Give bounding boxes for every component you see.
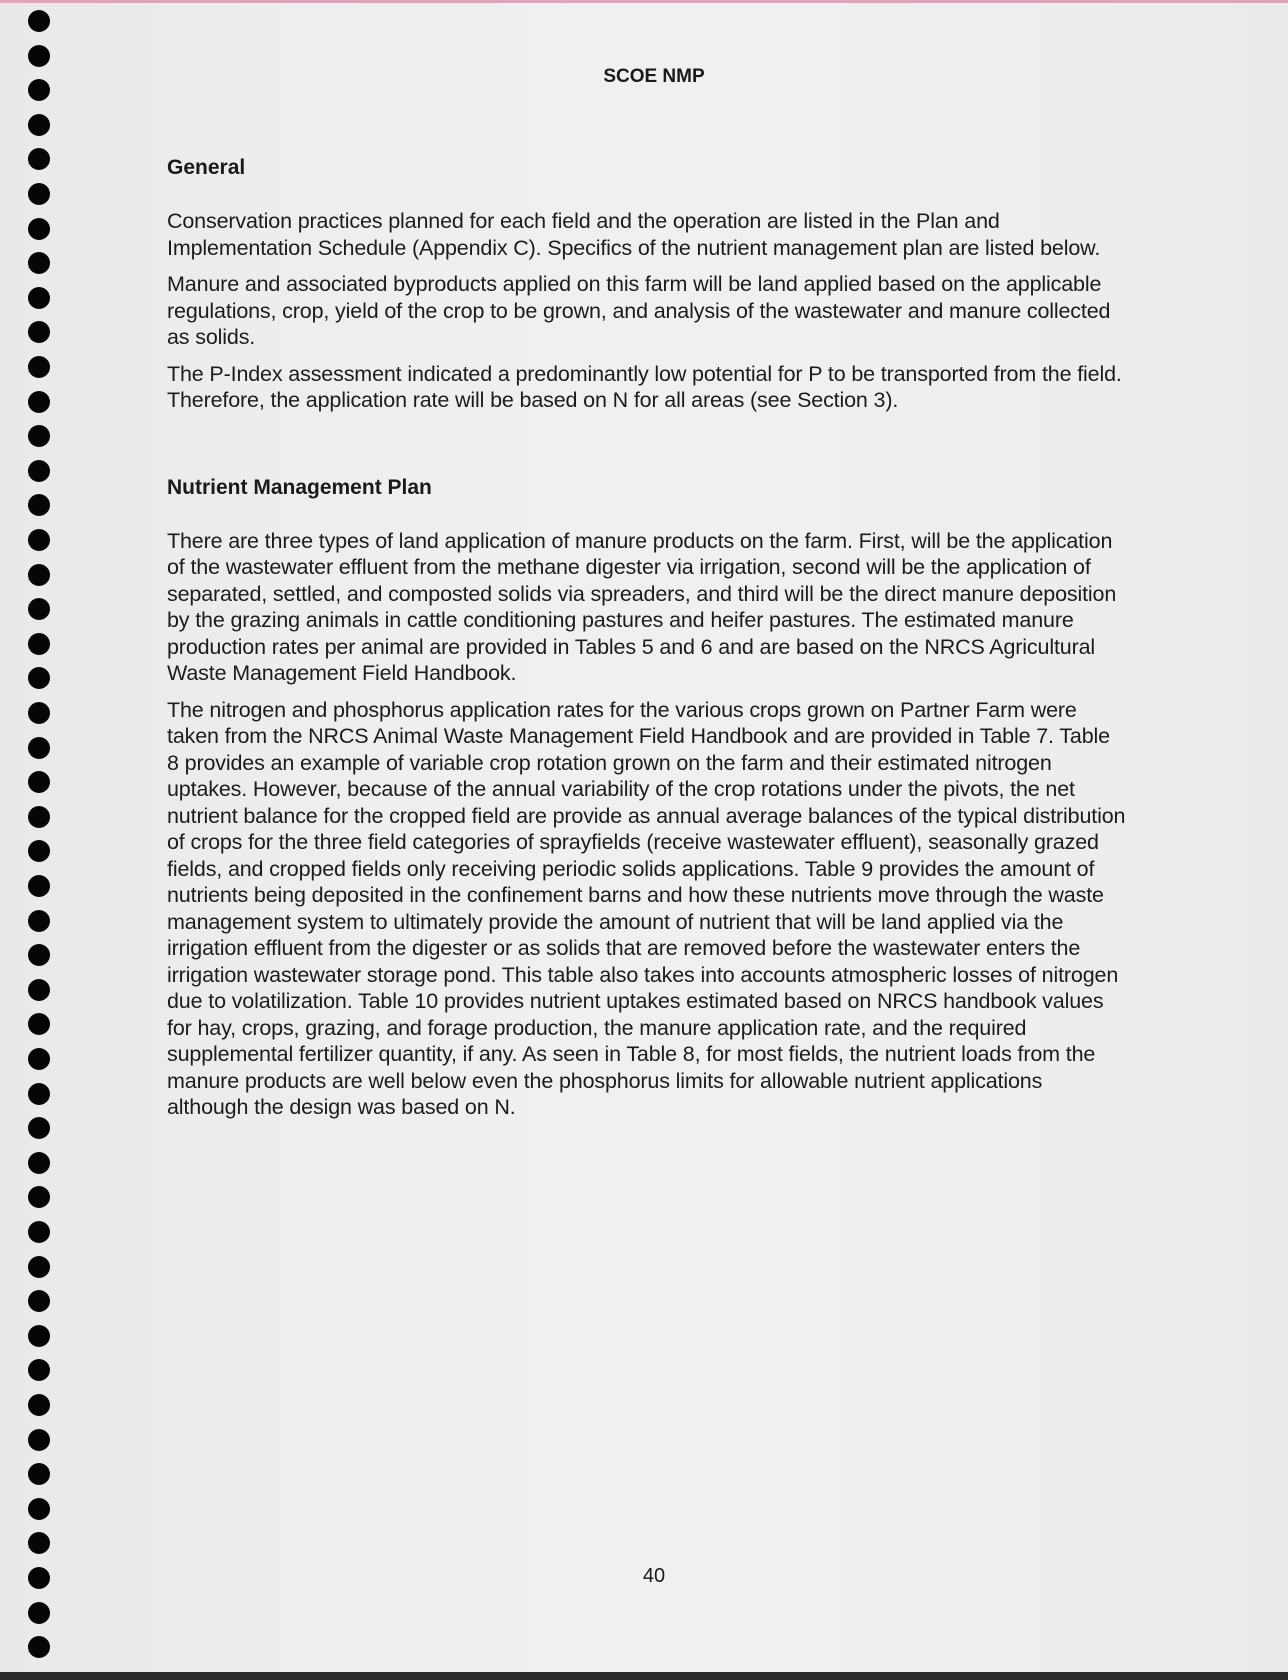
binding-hole bbox=[28, 1463, 50, 1485]
binding-hole bbox=[28, 1290, 50, 1312]
binding-hole bbox=[28, 1013, 50, 1035]
binding-hole bbox=[28, 979, 50, 1001]
binding-hole bbox=[28, 529, 50, 551]
binding-hole bbox=[28, 148, 50, 170]
document-header: SCOE NMP bbox=[603, 66, 705, 87]
binding-hole bbox=[28, 1359, 50, 1381]
binding-hole bbox=[28, 875, 50, 897]
binding-hole bbox=[28, 45, 50, 67]
spiral-binding-holes bbox=[0, 0, 54, 1680]
binding-hole bbox=[28, 218, 50, 240]
binding-hole bbox=[28, 564, 50, 586]
binding-hole bbox=[28, 460, 50, 482]
binding-hole bbox=[28, 287, 50, 309]
binding-hole bbox=[28, 806, 50, 828]
binding-hole bbox=[28, 10, 50, 32]
binding-hole bbox=[28, 494, 50, 516]
page-bottom-edge bbox=[0, 1672, 1288, 1680]
binding-hole bbox=[28, 425, 50, 447]
page-top-edge bbox=[0, 0, 1288, 3]
section-general bbox=[167, 154, 1127, 414]
binding-hole bbox=[28, 1083, 50, 1105]
binding-hole bbox=[28, 771, 50, 793]
binding-hole bbox=[28, 840, 50, 862]
binding-hole bbox=[28, 114, 50, 136]
section-spacer bbox=[167, 414, 1127, 474]
binding-hole bbox=[28, 910, 50, 932]
binding-hole bbox=[28, 356, 50, 378]
binding-hole bbox=[28, 321, 50, 343]
page-number: 40 bbox=[642, 1565, 666, 1587]
binding-hole bbox=[28, 1429, 50, 1451]
paragraph: The nitrogen and phosphorus application rates for the various crops grown on Partner Farm were taken from the NRCS Animal Waste Management Field Handbook and are provided in Table 7. Table 8 provides an example of variable crop rotation grown on the farm and their estimated nitrogen uptakes. However, because of the annual variability of the crop rotations under the pivots, the net nutrient balance for the cropped field are provide as annual average balances of the typical distribution of crops for the three field categories of sprayfields (receive wastewater effluent), seasonally grazed fields, and cropped fields only receiving periodic solids applications. Table 9 provides the amount of nutrients being deposited in the confinement barns and how these nutrients move through the waste management system to ultimately provide the amount of nutrient that will be land applied via the irrigation effluent from the digester or as solids that are removed before the wastewater enters the irrigation wastewater storage pond. This table also takes into accounts atmospheric losses of nitrogen due to volatilization. Table 10 provides nutrient uptakes estimated based on NRCS handbook values for hay, crops, grazing, and forage production, the manure application rate, and the required supplemental fertilizer quantity, if any. As seen in Table 8, for most fields, the nutrient loads from the manure products are well below even the phosphorus limits for allowable nutrient applications although the design was based on N. bbox=[167, 697, 1126, 1119]
binding-hole bbox=[28, 667, 50, 689]
paragraph: Conservation practices planned for each field and the operation are listed in the Plan and Implementation Schedule (Appendix C). Specifics of the nutrient management plan are listed below. bbox=[167, 209, 1101, 260]
section-heading-nutrient-management-plan: Nutrient Management Plan bbox=[167, 475, 432, 499]
paragraph: There are three types of land application of manure products on the farm. First, will be the application of the wastewater effluent from the methane digester via irrigation, second will be the application of separated, settled, and composted solids via spreaders, and third will be the direct manure deposition by the grazing animals in cattle conditioning pastures and heifer pastures. The estimated manure production rates per animal are provided in Tables 5 and 6 and are based on the NRCS Agricultural Waste Management Field Handbook. bbox=[167, 528, 1117, 685]
binding-hole bbox=[28, 1256, 50, 1278]
binding-hole bbox=[28, 1048, 50, 1070]
section-nutrient-management-plan bbox=[167, 474, 1127, 1121]
binding-hole bbox=[28, 1186, 50, 1208]
binding-hole bbox=[28, 183, 50, 205]
binding-hole bbox=[28, 633, 50, 655]
binding-hole bbox=[28, 1221, 50, 1243]
paragraph: The P-Index assessment indicated a predominantly low potential for P to be transported from the field. Therefore, the application rate will be based on N for all areas (see Section 3). bbox=[167, 361, 1122, 412]
binding-hole bbox=[28, 1152, 50, 1174]
document-body bbox=[167, 154, 1127, 1121]
binding-hole bbox=[28, 1325, 50, 1347]
binding-hole bbox=[28, 1117, 50, 1139]
binding-hole bbox=[28, 1394, 50, 1416]
binding-hole bbox=[28, 944, 50, 966]
binding-hole bbox=[28, 252, 50, 274]
binding-hole bbox=[28, 1532, 50, 1554]
binding-hole bbox=[28, 598, 50, 620]
binding-hole bbox=[28, 1636, 50, 1658]
paragraph: Manure and associated byproducts applied on this farm will be land applied based on the applicable regulations, crop, yield of the crop to be grown, and analysis of the wastewater and manure collected as solids. bbox=[167, 272, 1111, 349]
binding-hole bbox=[28, 702, 50, 724]
binding-hole bbox=[28, 1602, 50, 1624]
section-heading-general: General bbox=[167, 156, 246, 179]
binding-hole bbox=[28, 391, 50, 413]
binding-hole bbox=[28, 1498, 50, 1520]
binding-hole bbox=[28, 737, 50, 759]
